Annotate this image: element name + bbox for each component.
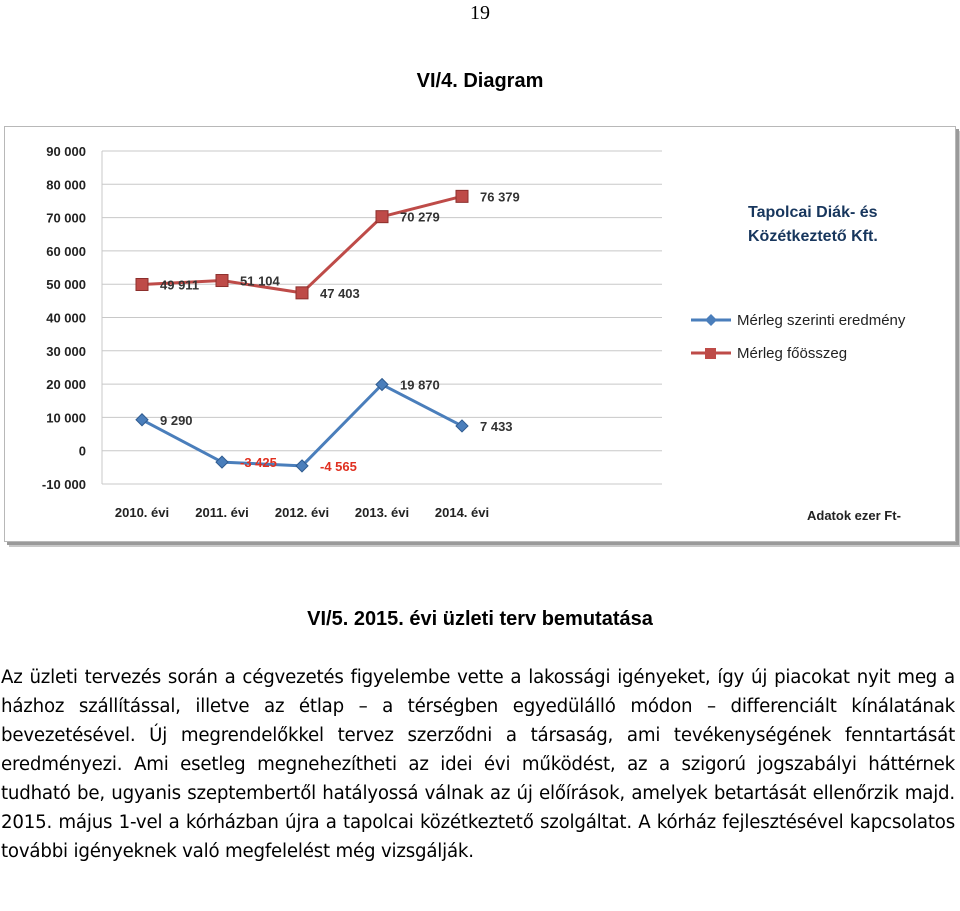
data-label: 49 911 [160,277,200,293]
data-label: 9 290 [160,412,193,428]
legend-label: Mérleg szerinti eredmény [737,312,906,329]
y-tick-label: 40 000 [46,310,86,326]
data-point-marker [136,278,148,290]
y-tick-label: 60 000 [46,243,86,259]
data-label: -3 425 [240,455,277,471]
data-label: 19 870 [400,377,440,393]
y-tick-label: 90 000 [46,144,86,159]
data-point-marker [456,190,468,202]
x-axis-tick-labels [115,505,489,520]
data-label: 7 433 [480,418,513,434]
section-heading-diagram: VI/4. Diagram [416,70,544,92]
data-point-marker [296,287,308,299]
grid-lines [102,151,662,484]
data-label: 70 279 [400,209,440,225]
legend-label: Mérleg főösszeg [737,345,848,362]
x-tick-label: 2013. évi [354,505,410,520]
y-tick-label: 80 000 [46,177,86,193]
y-tick-label: -10 000 [41,477,86,492]
y-tick-label: 70 000 [46,210,86,226]
data-point-marker [216,456,228,468]
y-tick-label: 50 000 [46,277,86,293]
line-chart [5,127,955,541]
y-tick-label: 10 000 [46,410,86,426]
y-tick-label: 20 000 [46,377,86,393]
legend [691,312,906,362]
chart-frame [4,126,956,542]
y-tick-label: 0 [78,443,86,459]
units-note: Adatok ezer Ft- [807,508,901,523]
data-label: 76 379 [480,189,520,205]
x-tick-label: 2011. évi [195,505,249,520]
data-point-marker [136,414,148,426]
data-point-marker [456,420,468,432]
body-paragraph: Az üzleti tervezés során a cégvezetés figyelembe vette a lakossági igényeket, így új piacokat nyit meg a házhoz szállítással, illetve az étlap – a térségben egyedülálló módon – differenciált kínálatának bevezetésével. Új megrendelőkkel tervez szerződni a társaság, ami tevékenységének fenntartását eredményezi. Ami esetleg megnehezítheti az idei évi működést, az a szigorú jogszabályi háttérnek tudható be, ugyanis szeptembertől hatályossá válnak az új előírások, amelyek betartását ellenőrzik majd. 2015. május 1-vel a kórházban újra a tapolcai közétkeztető szolgáltat. A kórház fejlesztésével kapcsolatos további igényeknek való megfelelést még vizsgálják. [1,667,955,862]
legend-marker [705,314,717,326]
chart-title-line-1: Tapolcai Diák- és [748,204,878,221]
x-tick-label: 2010. évi [114,505,170,520]
y-tick-label: 30 000 [46,343,86,359]
page-number: 19 [470,2,490,24]
section-heading-business-plan: VI/5. 2015. évi üzleti terv bemutatása [307,608,653,630]
data-labels [160,189,520,474]
legend-marker [705,348,716,359]
data-label: -4 565 [320,458,357,474]
y-axis-tick-labels [42,144,86,492]
data-label: 47 403 [320,285,360,301]
data-point-marker [216,275,228,287]
chart-title-line-2: Közétkeztető Kft. [748,228,878,245]
series-lines [136,190,468,472]
data-label: 51 104 [240,273,280,289]
x-tick-label: 2012. évi [274,505,330,520]
data-point-marker [376,211,388,223]
x-tick-label: 2014. évi [434,505,490,520]
